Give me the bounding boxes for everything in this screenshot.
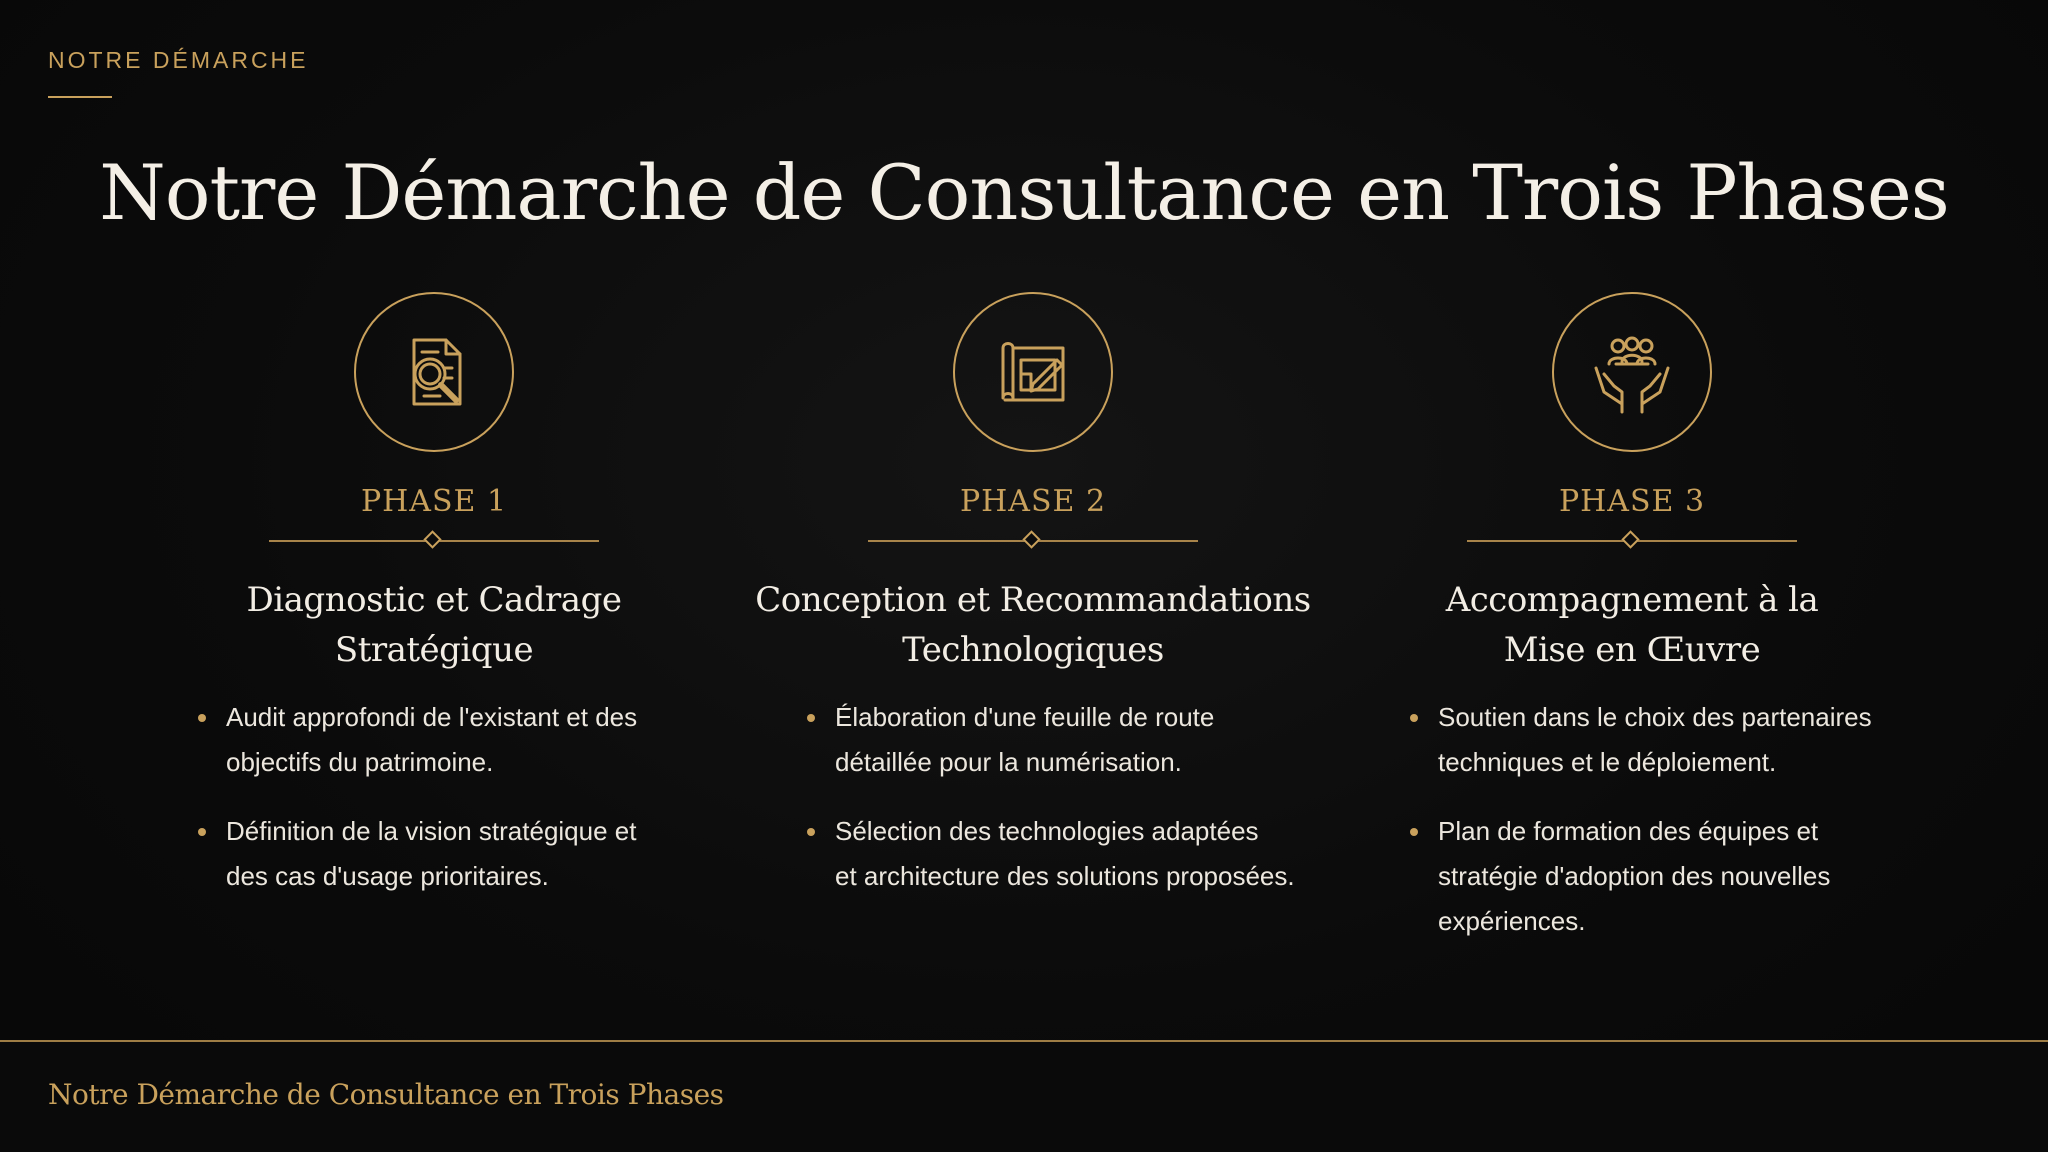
bullet-item — [194, 695, 686, 785]
bullet-line: Soutien dans le choix des partenaires — [1438, 702, 1872, 732]
bullet-item — [803, 695, 1305, 785]
bullet-line: détaillée pour la numérisation. — [835, 747, 1182, 777]
phase-heading — [1332, 575, 1932, 675]
phase-heading — [733, 575, 1333, 675]
phase-column-3 — [1332, 292, 1932, 968]
bullet-dot — [807, 828, 815, 836]
phase-column-2 — [733, 292, 1333, 923]
bullet-item — [1406, 809, 1898, 944]
bullet-dot — [1410, 828, 1418, 836]
bullet-line: Audit approfondi de l'existant et des — [226, 702, 638, 732]
bullet-line: expériences. — [1438, 906, 1586, 936]
bullet-dot — [198, 828, 206, 836]
phase-bullet-list — [134, 695, 734, 899]
footer-title: Notre Démarche de Consultance en Trois Phases — [48, 1078, 724, 1111]
phase-divider — [1467, 529, 1797, 553]
bullet-line: Sélection des technologies adaptées — [835, 816, 1259, 846]
phase-heading-line: Conception et Recommandations — [755, 580, 1311, 620]
phase-label: PHASE 3 — [1558, 484, 1706, 519]
bullet-line: et architecture des solutions proposées. — [835, 861, 1295, 891]
team-support-hands-icon — [1552, 292, 1712, 452]
footer-divider — [0, 1040, 2048, 1042]
bullet-line: Élaboration d'une feuille de route — [835, 702, 1215, 732]
bullet-item — [1406, 695, 1898, 785]
bullet-line: Définition de la vision stratégique et — [226, 816, 637, 846]
phase-heading-line: Mise en Œuvre — [1503, 630, 1761, 670]
bullet-line: techniques et le déploiement. — [1438, 747, 1777, 777]
phase-heading-line: Stratégique — [334, 630, 534, 670]
document-search-icon — [354, 292, 514, 452]
phase-heading-line: Diagnostic et Cadrage — [246, 580, 622, 620]
bullet-dot — [198, 714, 206, 722]
phase-heading — [134, 575, 734, 675]
phase-bullet-list — [733, 695, 1333, 899]
bullet-line: des cas d'usage prioritaires. — [226, 861, 549, 891]
bullet-line: Plan de formation des équipes et — [1438, 816, 1819, 846]
phase-bullet-list — [1332, 695, 1932, 944]
bullet-item — [194, 809, 686, 899]
bullet-item — [803, 809, 1305, 899]
section-kicker: NOTRE DÉMARCHE — [48, 47, 309, 73]
blueprint-pencil-icon — [953, 292, 1113, 452]
page-title: Notre Démarche de Consultance en Trois Phases — [99, 148, 1949, 237]
phase-label: PHASE 1 — [360, 484, 508, 519]
bullet-line: stratégie d'adoption des nouvelles — [1438, 861, 1831, 891]
bullet-dot — [807, 714, 815, 722]
bullet-dot — [1410, 714, 1418, 722]
phase-divider — [868, 529, 1198, 553]
phase-divider — [269, 529, 599, 553]
phase-column-1 — [134, 292, 734, 923]
kicker-underline — [48, 96, 112, 98]
phase-heading-line: Technologiques — [902, 630, 1164, 670]
bullet-line: objectifs du patrimoine. — [226, 747, 494, 777]
phase-label: PHASE 2 — [959, 484, 1107, 519]
phase-heading-line: Accompagnement à la — [1445, 580, 1819, 620]
